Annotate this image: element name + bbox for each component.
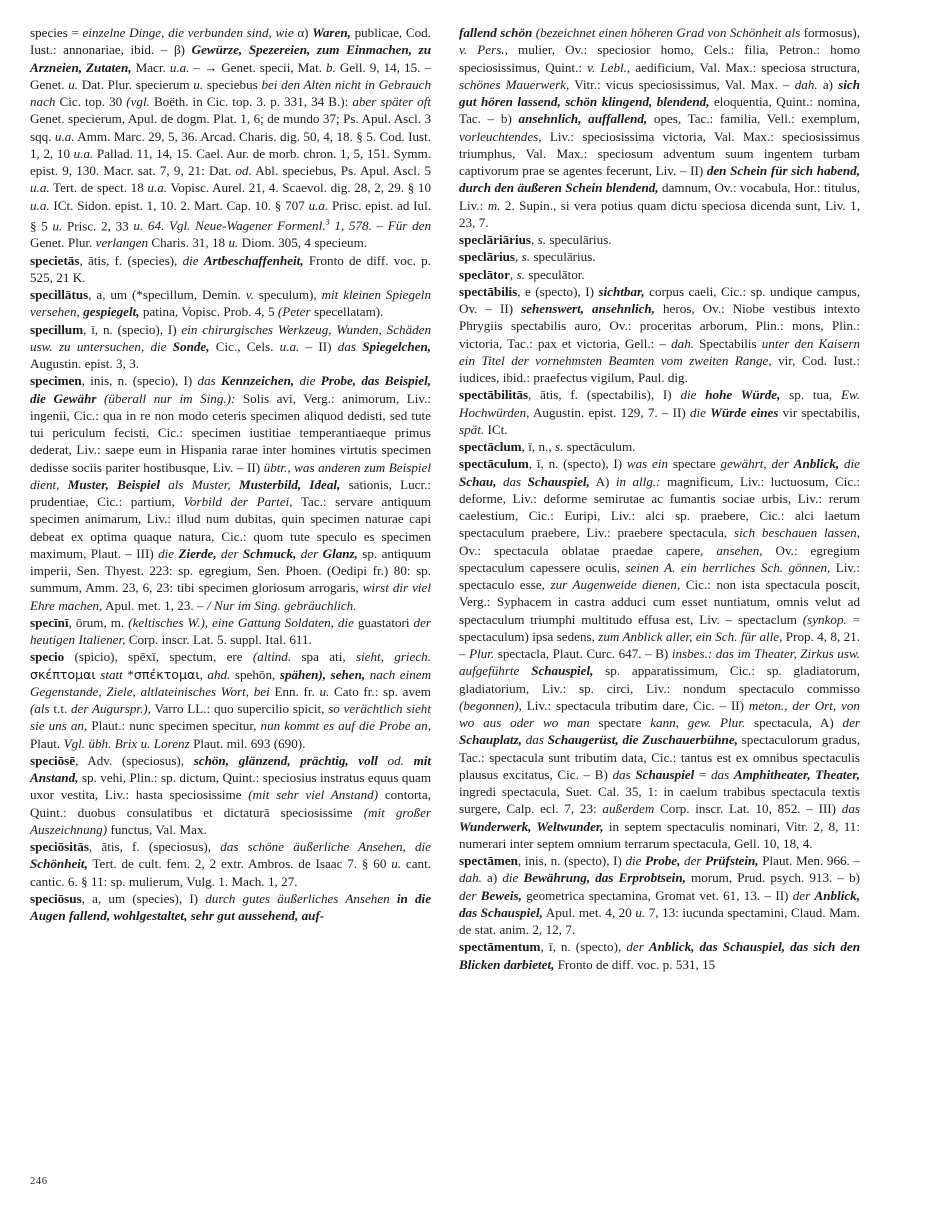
right-column: [459, 24, 860, 973]
dictionary-entry: spectāclum, ī, n., s. spectāculum.: [459, 439, 636, 454]
dictionary-entry: specietās, ātis, f. (species), die Artbeschaffenheit, Fronto de diff. voc. p. 525, 21 K.: [30, 252, 431, 285]
dictionary-entry: speciōsitās, ātis, f. (speciosus), das schöne äußerliche Ansehen, die Schönheit, Tert. de cult. fem. 2, 2 extr. Ambros. de Isaac 7. § 60 u. cant. cantic. 6. § 11: sp. mulierum, Vulg. 1. Mach. 1, 27.: [30, 839, 431, 889]
dictionary-entry: spectāmentum, ī, n. (specto), der Anblick, das Schauspiel, das sich den Blicken darbietet, Fronto de diff. voc. p. 531, 15: [459, 939, 860, 972]
dictionary-entry: specillum, ī, n. (specio), I) ein chirurgisches Werkzeug, Wunden, Schäden usw. zu untersuchen, die Sonde, Cic., Cels. u.a. – II) das Spiegelchen, Augustin. epist. 3, 3.: [30, 321, 432, 372]
dictionary-entry: specillātus, a, um (*specillum, Demin. v. speculum), mit kleinen Spiegeln versehen, gespiegelt, patina, Vopisc. Prob. 4, 5 (Peter specellatam).: [30, 287, 431, 320]
dictionary-entry: speclāriārius, s. speculārius.: [459, 232, 612, 247]
dictionary-entry: spectābilis, e (specto), I) sichtbar, corpus caeli, Cic.: sp. undique campus, Ov. – II) sehenswert, ansehnlich, heros, Ov.: Niobe vestibus intexto Phrygiis spectabilis auro, Ov.: proceritas arborum, Plin.: mons, Plin.: victoria, Tac.: pax et victoria, Gell.: – dah. Spectabilis unter den Kaisern ein Titel der vornehmsten Beamten vom zweiten Range, vir, Cod. Iust.: iudices, ibid.: praefectus vigilum, Paul. dig.: [459, 283, 860, 385]
dictionary-entry: spectāculum, ī, n. (specto), I) was ein spectare gewährt, der Anblick, die Schau, das Schauspiel, A) in allg.: magnificum, Liv.: luctuosum, Cic.: deforme, Liv.: deforme semirutae ac fumantis sociae urbis, Liv.: rerum caelestium, Cic.: Euripi, Liv.: alci sp. praebere, Cic.: alci laetum spectaculum praebere, Liv.: praebere spectacula, sich beschauen lassen, Ov.: spectacula oblatae praedae capere, ansehen, Ov.: egregium spectaculum capessere oculis, seinen A. ein herrliches Sch. gönnen, Liv.: spectaculo esse, zur Augenweide dienen, Cic.: non ista spectacula poscit, Verg.: Syphacem in castra adduci cum esset nuntiatum, omnis velut ad spectaculum triumphi multitudo effusa est, Liv. – spectaclum (synkop. = spectaculum) ipsa sedens, zum Anblick aller, ein Sch. für alle, Prop. 4, 8, 21. – Plur. spectacla, Plaut. Curc. 647. – B) insbes.: das im Theater, Zirkus usw. aufgeführte Schauspiel, sp. apparatissimum, Cic.: sp. gladiatorum, gladiatorium, Liv.: sp. circi, Liv.: nondum spectaculo commisso (begonnen), Liv.: spectacula tributim dare, Cic. – II) meton., der Ort, von wo aus oder wo man spectare kann, gew. Plur. spectacula, A) der Schauplatz, das Schaugerüst, die Zuschauerbühne, spectaculorum gradus, Tac.: spectacula sunt tributim data, Cic.: tantus est ex omnibus spectaculis plausus excitatus, Cic. – B) das Schauspiel = das Amphitheater, Theater, ingredi spectacula, Suet. Cal. 35, 1: in caelum trabibus spectacula textis surgere, Calp. ecl. 7, 23: außerdem Corp. inscr. Lat. 10, 852. – III) das Wunderwerk, Weltwunder, in septem spectaculis nominari, Vitr. 2, 8, 11: numerari inter septem omnium terrarum spectacula, Gell. 10, 18, 4.: [459, 456, 861, 851]
dictionary-entry: spectāmen, inis, n. (specto), I) die Probe, der Prüfstein, Plaut. Men. 966. – dah. a) die Bewährung, das Erprobtsein, morum, Prud. psych. 913. – b) der Beweis, geometrica spectamina, Gromat vet. 61, 13. – II) der Anblick, das Schauspiel, Apul. met. 4, 20 u. 7, 13: iucunda spectamini, Claud. Mam. de stat. anim. 2, 12, 7.: [459, 853, 861, 937]
dictionary-entry: speclātor, s. speculātor.: [459, 266, 585, 282]
page-columns: [30, 24, 905, 973]
left-column: [30, 24, 431, 924]
dictionary-entry-continued: fallend schön (bezeichnet einen höheren Grad von Schönheit als formosus), v. Pers., mulier, Ov.: speciosior homo, Cels.: filia, Petron.: homo speciosissimus, Quint.: v. Lebl., aedificium, Val. Max.: speciosa structura, schönes Mauerwerk, Vitr.: vicus speciosissimus, Val. Max. – dah. a) sich gut hören lassend, schön klingend, blendend, eloquentia, Quint.: nomina, Tac. – b) ansehnlich, auffallend, opes, Tac.: familia, Vell.: exemplum, vorleuchtendes, Liv.: speciosissima victoria, Val. Max.: speciosissimus triumphus, Val. Max.: speciosum adventum suum ingentem turbam captivorum prae se agentes fecerunt, Liv. – II) den Schein für sich habend, durch den äußeren Schein blendend, damnum, Ov.: vocabula, Hor.: titulus, Liv.: m. 2. Supin., si vera potius quam dictu speciosa dicenda sunt, Liv. 1, 23, 7.: [459, 25, 861, 230]
dictionary-entry-continued: species = einzelne Dinge, die verbunden sind, wie α) Waren, publicae, Cod. Iust.: annonariae, ibid. – β) Gewürze, Spezereien, zum Einmachen, zu Arzneien, Zutaten, Macr. u.a. – → Genet. specii, Mat. b. Gell. 9, 14, 15. – Genet. u. Dat. Plur. specierum u. speciebus bei den Alten nicht in Gebrauch nach Cic. top. 30 (vgl. Boëth. in Cic. top. 3. p. 331, 34 B.): aber später oft Genet. specierum, Apul. de dogm. Plat. 1, 6; de mundo 37; Ps. Apul. Ascl. 3 sqq. u.a. Amm. Marc. 29, 5, 36. Arcad. Charis. dig. 50, 4, 18. § 5. Cod. Iust. 1, 2, 10 u.a. Pallad. 11, 14, 15. Cael. Aur. de morb. chron. 1, 5, 151. Symm. epist. 9, 130. Macr. sat. 7, 9, 21: Dat. od. Abl. speciebus, Ps. Apul. Ascl. 5 u.a. Tert. de spect. 18 u.a. Vopisc. Aurel. 21, 4. Scaevol. dig. 28, 2, 29. § 10 u.a. ICt. Sidon. epist. 1, 10. 2. Mart. Cap. 10. § 707 u.a. Prisc. epist. ad Iul. § 5 u. Prisc. 2, 33 u. 64. Vgl. Neue-Wagener Formenl.$^3$ 1, 578. – Für den Genet. Plur. verlangen Charis. 31, 18 u. Diom. 305, 4 specieum.: [30, 25, 432, 251]
dictionary-entry: speciōsē, Adv. (speciosus), schön, glänzend, prächtig, voll od. mit Anstand, sp. vehi, Plin.: sp. dictum, Quint.: speciosius instratus equus quam uxor vestita, Liv.: hasta speciosissime (mit sehr viel Anstand) contorta, Quint.: duobus consulatibus et dictaturā speciosissime (mit großer Auszeichnung) functus, Val. Max.: [30, 752, 432, 837]
dictionary-entry: speciōsus, a, um (species), I) durch gutes äußerliches Ansehen in die Augen fallend, wohlgestaltet, sehr gut aussehend, auf-: [30, 890, 432, 924]
dictionary-entry: spectābilitās, ātis, f. (spectabilis), I) die hohe Würde, sp. tua, Ew. Hochwürden, Augustin. epist. 129, 7. – II) die Würde eines vir spectabilis, spät. ICt.: [459, 387, 860, 437]
dictionary-entry: specīnī, ōrum, m. (keltisches W.), eine Gattung Soldaten, die guastatori der heutigen Italiener, Corp. inscr. Lat. 5. suppl. Ital. 611.: [30, 614, 431, 648]
dictionary-entry: specio (spicio), spēxī, spectum, ere (altind. spa ati, sieht, griech. σκέπτομαι statt *σπέκτομαι, ahd. spehōn, spähen), sehen, nach einem Gegenstande, Ziele, altlateinisches Wort, bei Enn. fr. u. Cato fr.: sp. avem (als t.t. der Augurspr.), Varro LL.: quo supercilio spicit, so verächtlich sieht sie uns an, Plaut.: nunc specimen specitur, nun kommt es auf die Probe an, Plaut. Vgl. übh. Brix u. Lorenz Plaut. mil. 693 (690).: [30, 649, 432, 751]
page-number: 246: [30, 1176, 48, 1187]
dictionary-entry: speclārius, s. speculārius.: [459, 249, 596, 265]
dictionary-entry: specimen, inis, n. (specio), I) das Kennzeichen, die Probe, das Beispiel, die Gewähr (überall nur im Sing.): Solis avi, Verg.: animorum, Liv.: ingenii, Cic.: qua in re non modo ceteris specimen aliquod dedisti, sed tute tui periculum fecisti, Cic.: specimen iustitiae temperantiaeque primus dederat, Liv.: saepe eum in Hispania rarae inter homines virtutis specimen dedisse sociis pariter hostibusque, Liv. – II) übtr., was anderen zum Beispiel dient, Muster, Beispiel als Muster, Musterbild, Ideal, sationis, Lucr.: prudentiae, Cic.: partium, Vorbild der Partei, Tac.: servare antiquum specimen animarum, Liv.: illud num dubitas, quin specimen naturae capi debeat ex optima quaque natura, Cic.: quom tute speculo es specimen maximum, Plaut. – III) die Zierde, der Schmuck, der Glanz, sp. antiquum imperii, Sen. Thyest. 223: sp. egregium, Sen. Phoen. (Oedipi fr.) 80: sp. summum, Amm. 23, 6, 23: tibi specimen gloriosum arrogaris, wirst dir viel Ehre machen, Apul. met. 1, 23. – / Nur im Sing. gebräuchlich.: [30, 373, 432, 613]
